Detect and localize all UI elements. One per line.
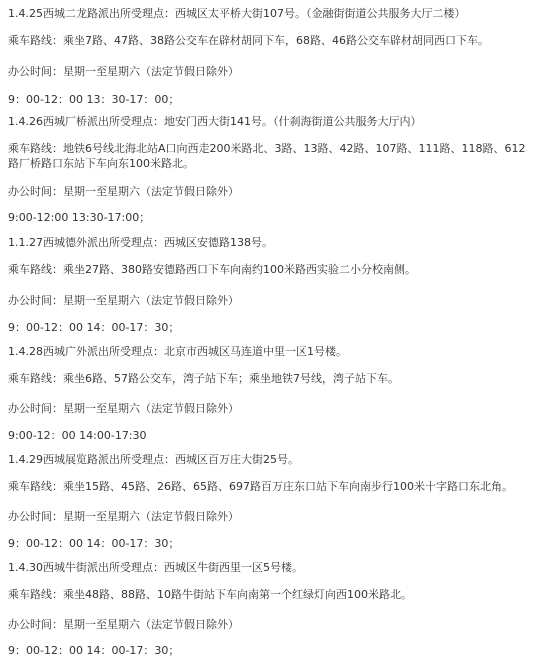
entry-office-hours: 办公时间：星期一至星期六（法定节假日除外） [8, 402, 239, 415]
entry-heading: 1.4.30西城牛街派出所受理点：西城区牛街西里一区5号楼。 [8, 561, 303, 574]
entry-hours: 9：00-12：00 14：00-17：30； [8, 537, 180, 550]
entry-hours: 9：00-12：00 14：00-17：30； [8, 321, 180, 334]
entry-office-hours: 办公时间：星期一至星期六（法定节假日除外） [8, 294, 239, 307]
entry-office-hours: 办公时间：星期一至星期六（法定节假日除外） [8, 185, 239, 198]
entry-office-hours: 办公时间：星期一至星期六（法定节假日除外） [8, 65, 239, 78]
entry-hours: 9:00-12:00 13:30-17:00； [8, 211, 151, 224]
entry-heading: 1.4.28西城广外派出所受理点：北京市西城区马连道中里一区1号楼。 [8, 345, 347, 358]
entry-route: 乘车路线：乘坐27路、380路安德路西口下车向南约100米路西实验二小分校南侧。 [8, 263, 416, 276]
entry-hours: 9：00-12：00 13：30-17：00； [8, 93, 180, 106]
entry-route: 乘车路线：乘坐15路、45路、26路、65路、697路百万庄东口站下车向南步行100米十字路口东北角。 [8, 480, 513, 493]
entry-hours: 9:00-12：00 14:00-17:30 [8, 429, 147, 442]
entry-office-hours: 办公时间：星期一至星期六（法定节假日除外） [8, 618, 239, 631]
entry-office-hours: 办公时间：星期一至星期六（法定节假日除外） [8, 510, 239, 523]
entry-hours: 9：00-12：00 14：00-17：30； [8, 644, 180, 657]
entry-route: 乘车路线：乘坐6路、57路公交车，湾子站下车；乘坐地铁7号线，湾子站下车。 [8, 372, 399, 385]
entry-route: 乘车路线：乘坐7路、47路、38路公交车在辟材胡同下车，68路、46路公交车辟材胡同西口下车。 [8, 34, 489, 47]
entry-heading: 1.4.29西城展览路派出所受理点：西城区百万庄大街25号。 [8, 453, 299, 466]
entry-route: 乘车路线：乘坐48路、88路、10路牛街站下车向南第一个红绿灯向西100米路北。 [8, 588, 412, 601]
entry-heading: 1.4.26西城厂桥派出所受理点：地安门西大街141号。（什刹海街道公共服务大厅内） [8, 115, 422, 128]
entry-heading: 1.4.25西城二龙路派出所受理点：西城区太平桥大街107号。（金融街街道公共服务大厅二楼） [8, 7, 466, 20]
entry-route: 乘车路线：地铁6号线北海北站A口向西走200米路北、3路、13路、42路、107路、111路、118路、612路厂桥路口东站下车向东100米路北。 [8, 142, 526, 170]
entry-heading: 1.1.27西城德外派出所受理点：西城区安德路138号。 [8, 236, 273, 249]
